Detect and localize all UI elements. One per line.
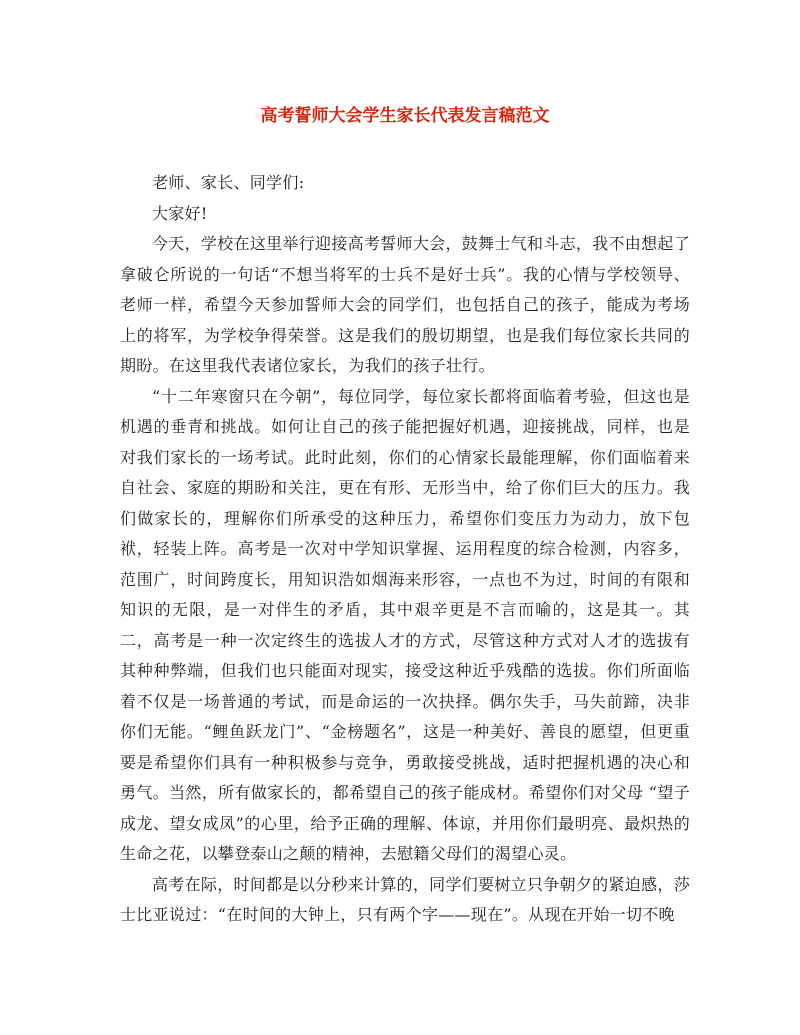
paragraph-opening: 今天，学校在这里举行迎接高考誓师大会，鼓舞士气和斗志，我不由想起了拿破仑所说的一句话“不想当将军的士兵不是好士兵”。我的心情与学校领导、老师一样，希望今天参加誓师大会的同学们，也包括自己的孩子，能成为考场上的将军，为学校争得荣誉。这是我们的殷切期望，也是我们每位家长共同的期盼。在这里我代表诸位家长，为我们的孩子壮行。 [120,234,690,375]
paragraph-main: “十二年寒窗只在今朝”，每位同学，每位家长都将面临着考验，但这也是机遇的垂青和挑战。如何让自己的孩子能把握好机遇，迎接挑战，同样，也是对我们家长的一场考试。此时此刻，你们的心情家长最能理解，你们面临着来自社会、家庭的期盼和关注，更在有形、无形当中，给了你们巨大的压力。我们做家长的，理解你们所承受的这种压力，希望你们变压力为动力，放下包袱，轻装上阵。高考是一次对中学知识掌握、运用程度的综合检测，内容多，范围广，时间跨度长，用知识浩如烟海来形容，一点也不为过，时间的有限和知识的无限，是一对伴生的矛盾，其中艰辛更是不言而喻的，这是其一。其二，高考是一种一次定终生的选拔人才的方式，尽管这种方式对人才的选拔有其种种弊端，但我们也只能面对现实，接受这种近乎残酷的选拔。你们所面临着不仅是一场普通的考试，而是命运的一次抉择。偶尔失手，马失前蹄，决非你们无能。“鲤鱼跃龙门”、“金榜题名”，这是一种美好、善良的愿望，但更重要是希望你们具有一种积极参与竞争，勇敢接受挑战，适时把握机遇的决心和勇气。当然，所有做家长的，都希望自己的孩子能成材。希望你们对父母 “望子成龙、望女成凤”的心里，给予正确的理解、体谅，并用你们最明亮、最炽热的生命之花，以攀登泰山之颠的精神，去慰籍父母们的渴望心灵。 [120,386,690,863]
paragraph-closing: 高考在际，时间都是以分秒来计算的，同学们要树立只争朝夕的紧迫感，莎士比亚说过：“在时间的大钟上，只有两个字——现在”。从现在开始一切不晚 [120,874,690,924]
paragraph-salutation: 老师、家长、同学们: [152,173,305,192]
paragraph-greeting: 大家好! [152,203,208,223]
document-title: 高考誓师大会学生家长代表发言稿范文 [260,106,550,126]
